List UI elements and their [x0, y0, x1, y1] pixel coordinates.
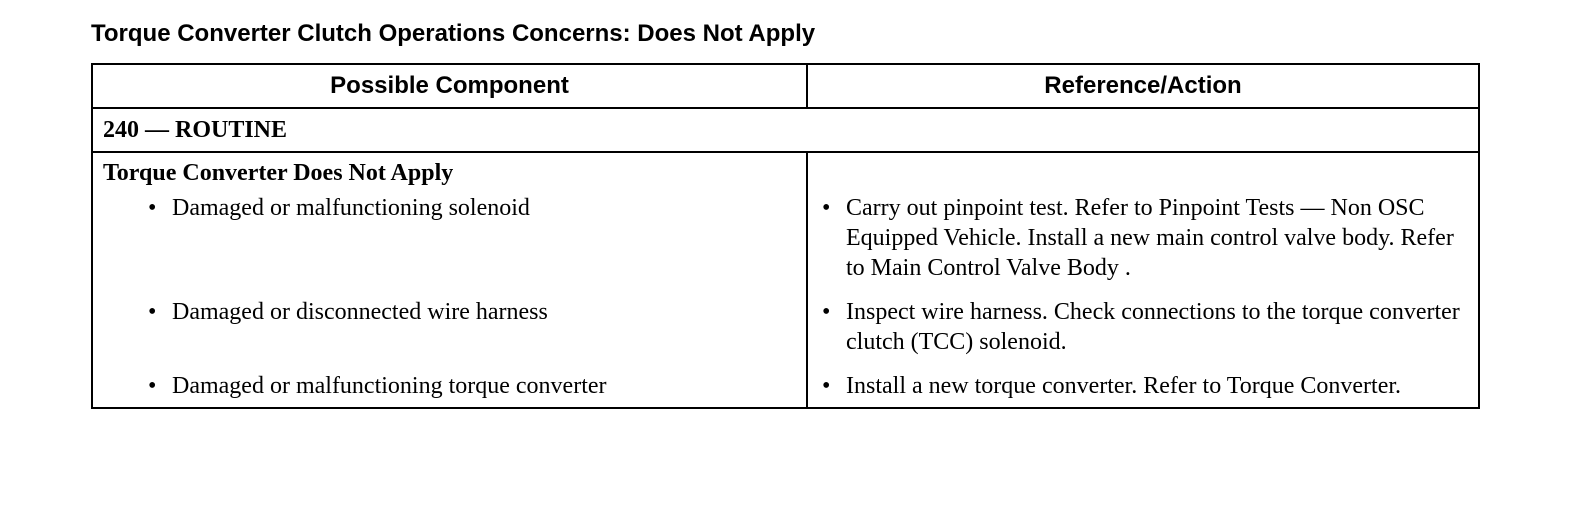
section-row: [92, 152, 1479, 193]
bullet-icon: •: [822, 299, 831, 325]
cause-cell: [92, 371, 807, 408]
column-header-reference-action: Reference/Action: [807, 64, 1479, 108]
bullet-icon: •: [822, 195, 831, 221]
action-cell: [807, 193, 1479, 297]
bullet-icon: •: [148, 299, 157, 325]
cause-cell: [92, 193, 807, 297]
cause-text: Damaged or disconnected wire harness: [172, 299, 548, 325]
page-title: Torque Converter Clutch Operations Concerns: Does Not Apply: [91, 20, 816, 47]
section-cell: [92, 152, 807, 193]
routine-row: [92, 108, 1479, 152]
cause-text: Damaged or malfunctioning solenoid: [172, 195, 530, 221]
action-cell: [807, 297, 1479, 371]
section-empty-cell: [807, 152, 1479, 193]
action-text: Carry out pinpoint test. Refer to Pinpoint Tests — Non OSC Equipped Vehicle. Install a new main control valve body. Refer to Main Control Valve Body .: [846, 195, 1454, 281]
section-title: Torque Converter Does Not Apply: [103, 160, 454, 186]
action-text: Inspect wire harness. Check connections to the torque converter clutch (TCC) solenoid.: [846, 299, 1460, 355]
concerns-table: [91, 63, 1480, 409]
table-row: [92, 371, 1479, 408]
cause-cell: [92, 297, 807, 371]
bullet-icon: •: [822, 373, 831, 399]
action-text: Install a new torque converter. Refer to Torque Converter.: [846, 373, 1402, 399]
table-row: [92, 193, 1479, 297]
column-header-possible-component: Possible Component: [92, 64, 807, 108]
bullet-icon: •: [148, 195, 157, 221]
table-header-row: [92, 64, 1479, 108]
table-row: [92, 297, 1479, 371]
action-cell: [807, 371, 1479, 408]
bullet-icon: •: [148, 373, 157, 399]
cause-text: Damaged or malfunctioning torque converter: [172, 373, 607, 399]
routine-label: 240 — ROUTINE: [92, 108, 1479, 152]
